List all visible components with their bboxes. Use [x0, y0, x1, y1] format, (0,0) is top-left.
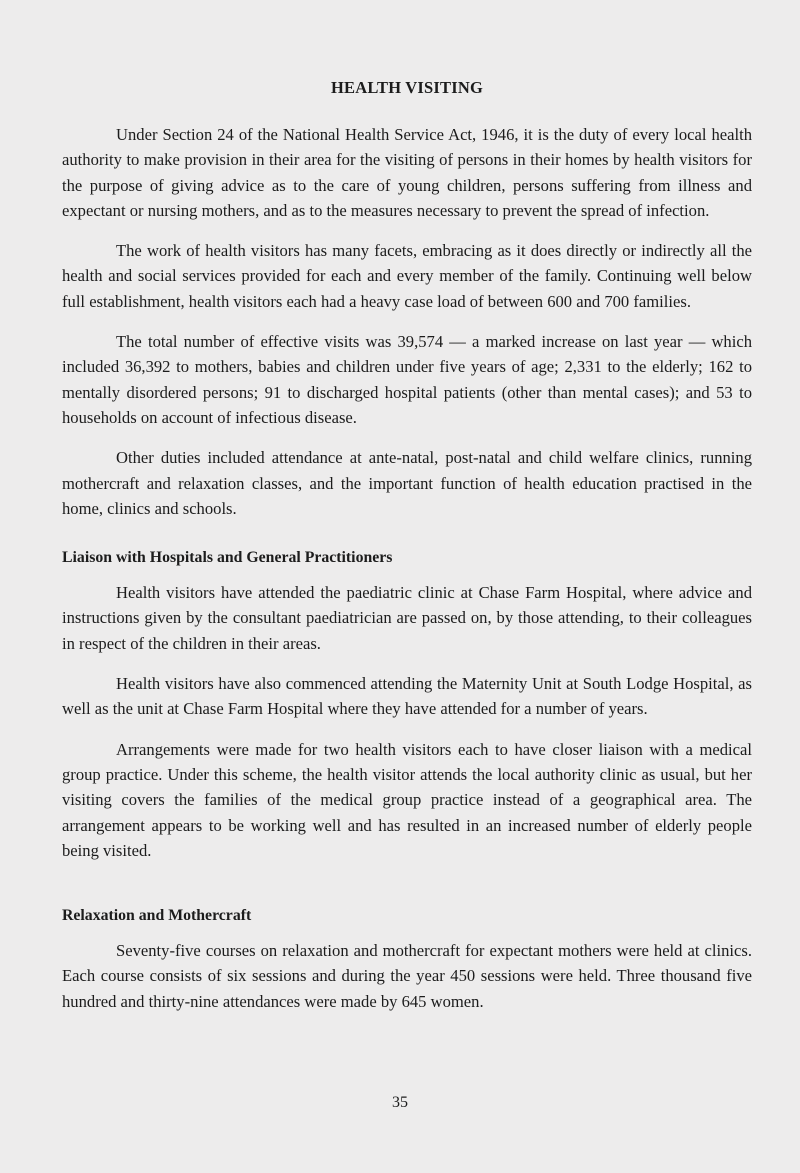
liaison-paragraph-2: Health visitors have also commenced attending the Maternity Unit at South Lodge Hospital, as well as the unit at Chase Farm Hospital where they have attended for a number of years. [62, 674, 752, 719]
intro-paragraph-2: The work of health visitors has many facets, embracing as it does directly or indirectly all the health and social services provided for each and every member of the family. Continuing well below full establishment, health visitors each had a heavy case load of between 600 and 700 families. [62, 241, 752, 311]
relaxation-paragraph-1: Seventy-five courses on relaxation and mothercraft for expectant mothers were held at clinics. Each course consists of six sessions and during the year 450 sessions were held. Three thousand five hundred and thirty-nine attendances were made by 645 women. [62, 941, 752, 1011]
liaison-heading: Liaison with Hospitals and General Practitioners [62, 549, 393, 567]
page-number: 35 [392, 1094, 408, 1111]
intro-paragraph-4: Other duties included attendance at ante-natal, post-natal and child welfare clinics, running mothercraft and relaxation classes, and the important function of health education practised in the home, clinics and schools. [62, 448, 752, 518]
relaxation-heading: Relaxation and Mothercraft [62, 907, 252, 925]
liaison-paragraph-1: Health visitors have attended the paediatric clinic at Chase Farm Hospital, where advice and instructions given by the consultant paediatrician are passed on, by those attending, to their colleagues in respect of the children in their areas. [62, 583, 752, 653]
liaison-paragraph-3: Arrangements were made for two health visitors each to have closer liaison with a medical group practice. Under this scheme, the health visitor attends the local authority clinic as usual, but her visiting covers the families of the medical group practice instead of a geographical area. The arrangement appears to be working well and has resulted in an increased number of elderly people being visited. [62, 739, 752, 860]
document-page [62, 78, 752, 1029]
intro-paragraph-1: Under Section 24 of the National Health Service Act, 1946, it is the duty of every local health authority to make provision in their area for the visiting of persons in their homes by health visitors for the purpose of giving advice as to the care of young children, persons suffering from illness and expectant or nursing mothers, and as to the measures necessary to prevent the spread of infection. [62, 125, 752, 220]
intro-paragraph-3: The total number of effective visits was 39,574 — a marked increase on last year — which included 36,392 to mothers, babies and children under five years of age; 2,331 to the elderly; 162 to mentally disordered persons; 91 to discharged hospital patients (other than mental cases); and 53 to households on account of infectious disease. [62, 332, 752, 427]
page-title: HEALTH VISITING [330, 78, 484, 97]
